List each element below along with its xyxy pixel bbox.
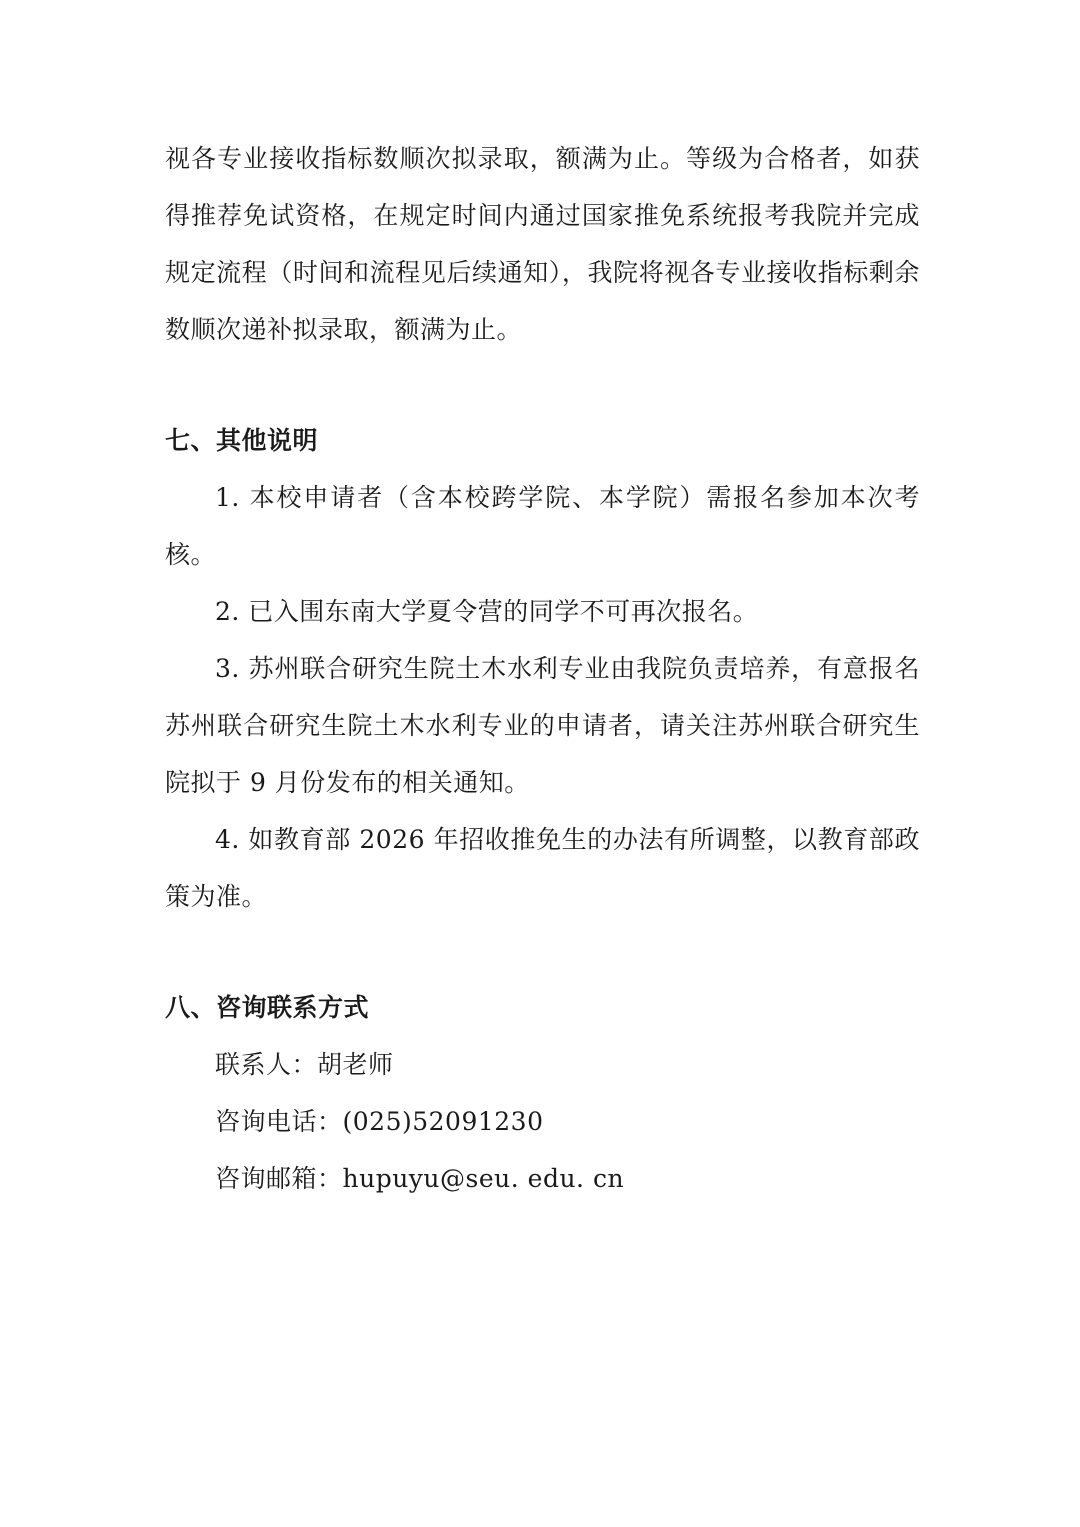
contact-phone: 咨询电话：(025)52091230 xyxy=(215,1107,544,1136)
section-spacer xyxy=(165,358,920,412)
contact-person: 联系人：胡老师 xyxy=(215,1050,394,1079)
section-7-item-1: 1. 本校申请者（含本校跨学院、本学院）需报名参加本次考核。 xyxy=(165,483,920,569)
intro-paragraph: 视各专业接收指标数顺次拟录取，额满为止。等级为合格者，如获得推荐免试资格，在规定时间内通过国家推免系统报考我院并完成规定流程（时间和流程见后续通知），我院将视各专业接收指标剩余数顺次递补拟录取，额满为止。 xyxy=(165,144,920,344)
section-7-item-3: 3. 苏州联合研究生院土木水利专业由我院负责培养，有意报名苏州联合研究生院土木水利专业的申请者，请关注苏州联合研究生院拟于 9 月份发布的相关通知。 xyxy=(165,654,920,797)
section-8-heading: 八、咨询联系方式 xyxy=(165,993,370,1022)
contact-email: 咨询邮箱：hupuyu@seu. edu. cn xyxy=(215,1164,625,1193)
section-7-heading: 七、其他说明 xyxy=(165,426,319,455)
document-body xyxy=(165,130,920,1207)
section-7-item-4: 4. 如教育部 2026 年招收推免生的办法有所调整，以教育部政策为准。 xyxy=(165,825,920,911)
section-spacer xyxy=(165,925,920,979)
section-7-item-2: 2. 已入围东南大学夏令营的同学不可再次报名。 xyxy=(215,597,759,626)
